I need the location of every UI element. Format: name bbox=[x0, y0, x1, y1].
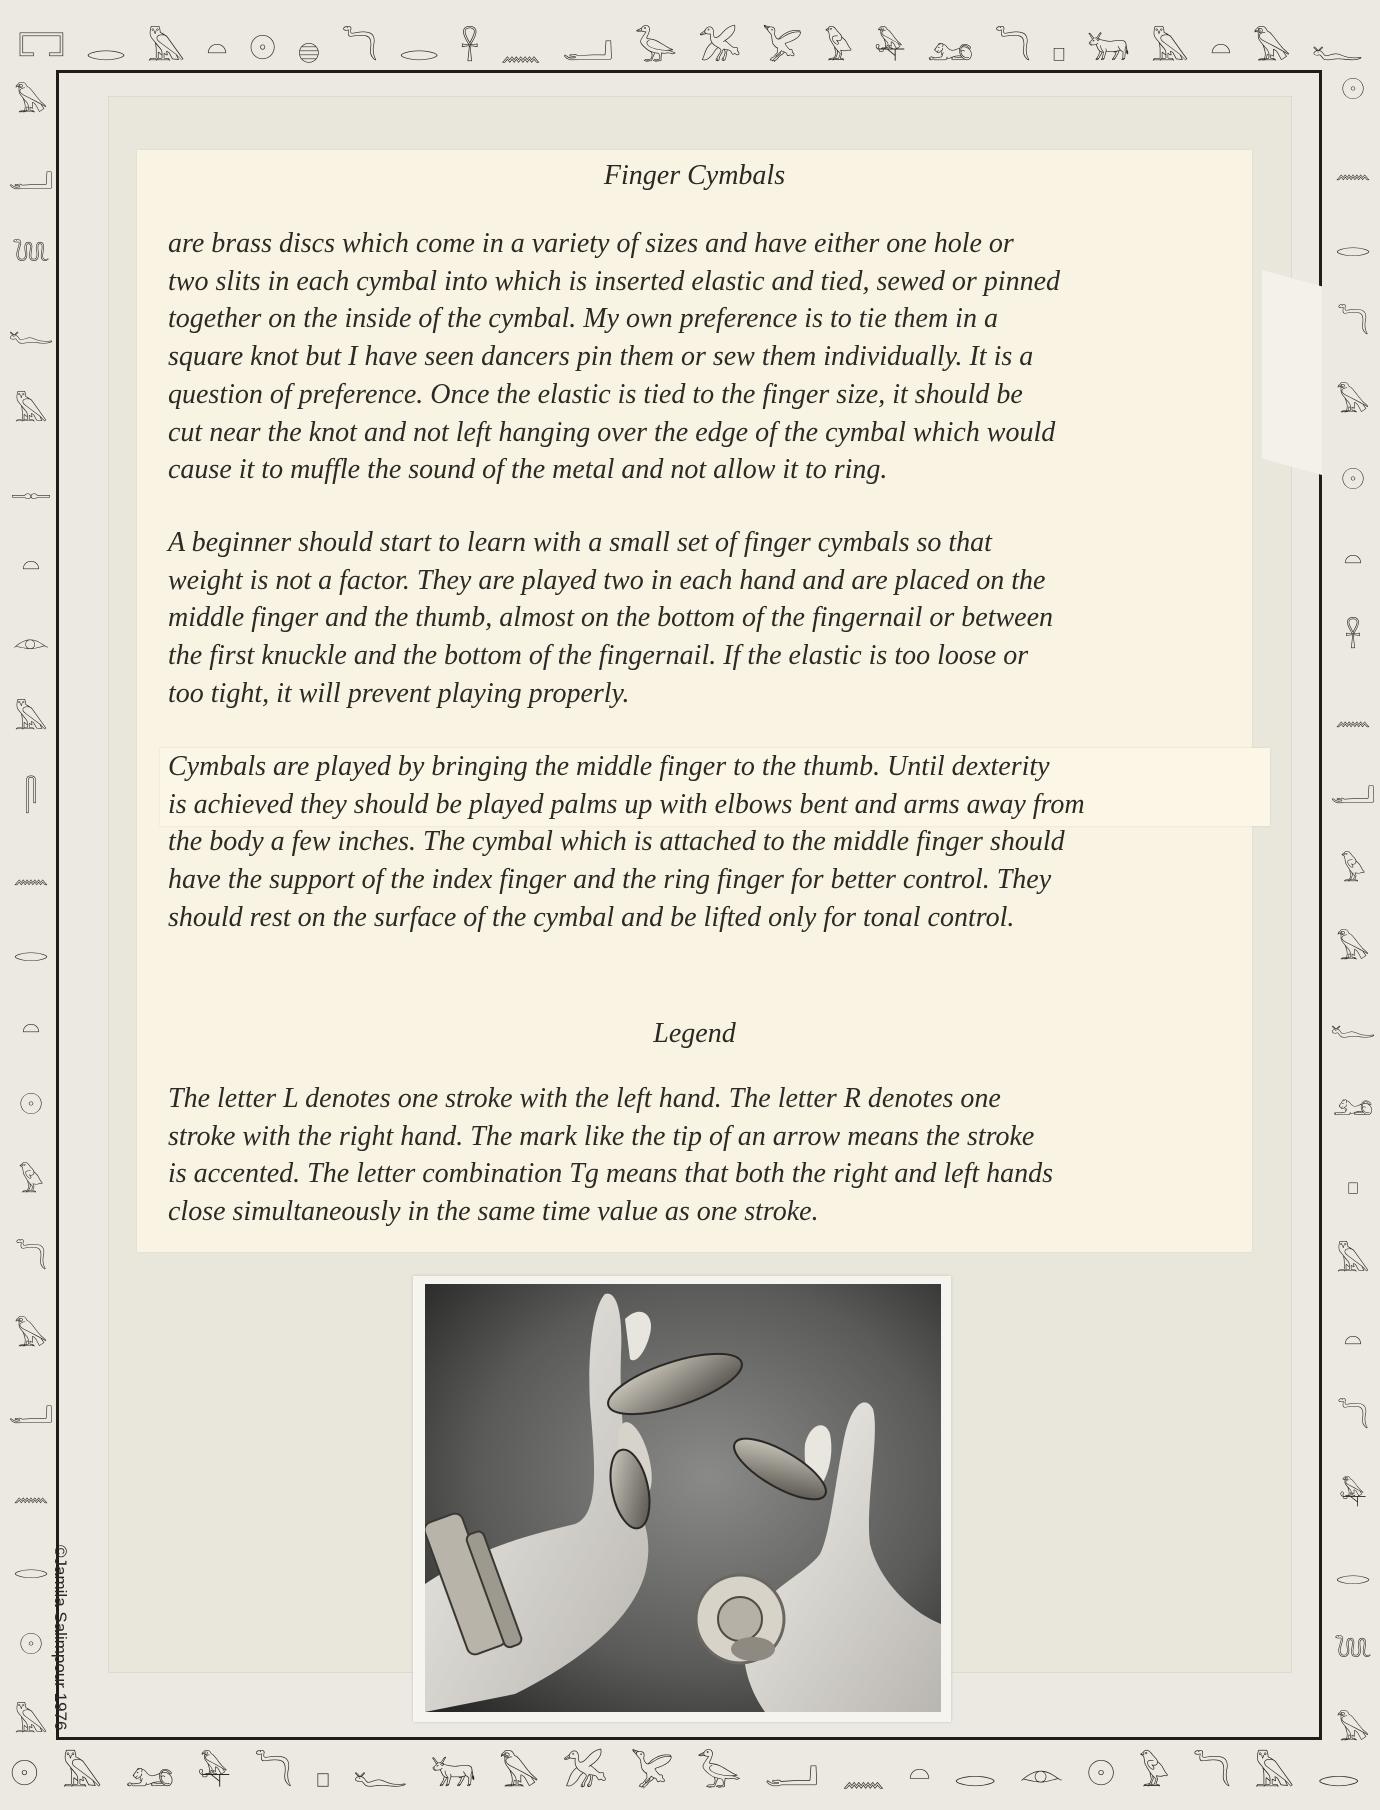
hieroglyph-border-icon: 𓇳 bbox=[1340, 463, 1366, 499]
hieroglyph-border-icon: 𓆓 bbox=[254, 1754, 293, 1795]
hieroglyph-border-icon: 𓈖 bbox=[841, 1754, 885, 1795]
hieroglyph-border-left bbox=[8, 72, 54, 1742]
hieroglyph-border-icon: 𓆓 bbox=[994, 29, 1031, 69]
hieroglyph-border-icon: 𓏏 bbox=[1343, 541, 1363, 577]
hieroglyph-border-icon: 𓅱 bbox=[823, 29, 853, 69]
hieroglyph-border-icon: 𓈖 bbox=[13, 856, 49, 892]
hieroglyph-border-icon: 𓈖 bbox=[13, 1473, 49, 1509]
hieroglyph-border-icon: 𓅮 bbox=[698, 29, 741, 69]
paper-tab bbox=[1262, 270, 1322, 475]
hieroglyph-border-icon: 𓃒 bbox=[1086, 29, 1130, 69]
hieroglyph-border-icon: 𓃭 bbox=[1332, 1088, 1374, 1124]
hieroglyph-border-icon: 𓇳 bbox=[18, 1627, 44, 1663]
hieroglyph-border-icon: 𓂝 bbox=[562, 29, 614, 69]
legend-title: Legend bbox=[653, 1018, 736, 1049]
hieroglyph-border-icon: 𓂋 bbox=[1335, 1556, 1371, 1592]
hieroglyph-border-icon: 𓅃 bbox=[14, 85, 48, 120]
hands-with-finger-cymbals-photo bbox=[425, 1284, 941, 1712]
paragraph-intro: are brass discs which come in a variety of sizes and have either one hole or two slits in each cymbal into which is inserted elastic and tied, sewed or pinned together on the inside of the cymbal. My own preference is to tie them in a square knot but I have seen dancers pin them or sew them individually. It is a question of preference. Once the elastic is tied to the finger size, it should be cut near the knot and not left hanging over the edge of the cymbal which would cause it to muffle the sound of the metal and not allow it to ring. bbox=[168, 228, 1061, 486]
hieroglyph-border-icon: 𓅓 bbox=[14, 1704, 48, 1740]
hieroglyph-border-icon: 𓆙 bbox=[1333, 1634, 1373, 1670]
hieroglyph-border-icon: 𓆓 bbox=[14, 1242, 48, 1278]
hieroglyph-border-icon: 𓇳 bbox=[1086, 1754, 1116, 1795]
hieroglyph-border-icon: 𓅃 bbox=[1252, 29, 1291, 69]
hieroglyph-border-icon: 𓅃 bbox=[1336, 1712, 1370, 1748]
hieroglyph-border-icon: 𓂝 bbox=[8, 162, 54, 198]
hieroglyph-border-icon: 𓅓 bbox=[1151, 29, 1189, 69]
hieroglyph-border-icon: 𓅓 bbox=[61, 1754, 103, 1795]
hieroglyph-border-icon: 𓏏 bbox=[21, 1010, 41, 1046]
hieroglyph-border-icon: 𓆙 bbox=[11, 239, 51, 275]
hieroglyph-border-icon: 𓆓 bbox=[1336, 307, 1370, 343]
cymbal-center-boss bbox=[718, 1597, 762, 1641]
hieroglyph-border-icon: 𓏏 bbox=[1343, 1322, 1363, 1358]
hieroglyph-border-icon: 𓁹 bbox=[1019, 1754, 1064, 1795]
hieroglyph-border-icon: 𓃭 bbox=[125, 1754, 175, 1795]
hieroglyph-border-icon: 𓉐 bbox=[18, 29, 65, 69]
hieroglyph-border-icon: 𓊃 bbox=[10, 470, 52, 506]
hieroglyph-border-icon: 𓅃 bbox=[1336, 385, 1370, 421]
photo-illustration bbox=[425, 1284, 941, 1712]
hieroglyph-border-icon: 𓂋 bbox=[13, 1550, 49, 1586]
photo-card bbox=[413, 1276, 951, 1722]
hieroglyph-border-icon: 𓋹 bbox=[460, 29, 480, 69]
hieroglyph-border-icon: 𓇳 bbox=[18, 1087, 44, 1123]
hieroglyph-border-icon: 𓆓 bbox=[341, 29, 378, 69]
hieroglyph-border-icon: 𓅮 bbox=[562, 1754, 608, 1795]
hieroglyph-border-icon: 𓂝 bbox=[8, 1396, 54, 1432]
paragraph-beginner: A beginner should start to learn with a small set of finger cymbals so that weight is not a factor. They are played two in each hand and are placed on the middle finger and the thumb, almost on the bottom of the fingernail or between the first knuckle and the bottom of the fingernail. If the elastic is too loose or too tight, it will prevent playing properly. bbox=[168, 527, 1054, 709]
hieroglyph-border-icon: 𓅃 bbox=[14, 1319, 48, 1355]
hieroglyph-border-icon: 𓆑 bbox=[1311, 29, 1363, 69]
hieroglyph-border-icon: 𓅓 bbox=[1254, 1754, 1295, 1795]
hieroglyph-border-icon: 𓅱 bbox=[18, 1164, 44, 1200]
hieroglyph-border-icon: 𓂋 bbox=[399, 29, 440, 69]
hieroglyph-border-icon: 𓂝 bbox=[764, 1754, 819, 1795]
hieroglyph-border-icon: 𓅆 bbox=[874, 29, 906, 69]
hieroglyph-border-icon: 𓆑 bbox=[8, 316, 54, 352]
hieroglyph-border-icon: 𓆑 bbox=[353, 1754, 408, 1795]
copyright-credit: ©Jamila Salimpour 1976 bbox=[51, 1545, 70, 1731]
hieroglyph-border-icon: 𓊪 bbox=[1346, 1166, 1360, 1202]
hieroglyph-border-icon: 𓅯 bbox=[762, 29, 803, 69]
hieroglyph-border-icon: 𓊪 bbox=[315, 1754, 331, 1795]
hieroglyph-border-icon: 𓅃 bbox=[499, 1754, 540, 1795]
paragraph-playing: Cymbals are played by bringing the middle finger to the thumb. Until dexterity is achieved they should be played palms up with elbows bent and arms away from the body a few inches. The cymbal which is attached to the middle finger should have the support of the index finger and the ring finger for better control. They should rest on the surface of the cymbal and be lifted only for tonal control. bbox=[168, 751, 1085, 933]
hieroglyph-border-icon: 𓅭 bbox=[696, 1754, 742, 1795]
hieroglyph-border-icon: 𓅓 bbox=[14, 702, 48, 738]
hieroglyph-border-icon: 𓇳 bbox=[248, 29, 277, 69]
hieroglyph-border-icon: 𓁹 bbox=[12, 624, 50, 660]
hieroglyph-border-icon: 𓂋 bbox=[1317, 1754, 1360, 1795]
hieroglyph-border-icon: 𓇳 bbox=[1340, 73, 1366, 108]
hieroglyph-border-top bbox=[18, 18, 1363, 70]
hieroglyph-border-icon: 𓆓 bbox=[1336, 1400, 1370, 1436]
hieroglyph-border-icon: 𓏏 bbox=[1210, 29, 1232, 69]
hieroglyph-border-icon: 𓇳 bbox=[10, 1754, 39, 1795]
hieroglyph-border-icon: 𓅃 bbox=[1336, 932, 1370, 968]
hieroglyph-border-icon: 𓅓 bbox=[147, 29, 186, 69]
hieroglyph-border-icon: 𓃒 bbox=[430, 1754, 476, 1795]
hieroglyph-border-icon: 𓅆 bbox=[197, 1754, 231, 1795]
hieroglyph-border-icon: 𓋹 bbox=[1344, 619, 1362, 655]
hieroglyph-border-icon: 𓂋 bbox=[953, 1754, 997, 1795]
hieroglyph-border-icon: 𓆑 bbox=[1330, 1010, 1376, 1046]
hieroglyph-border-icon: 𓏏 bbox=[908, 1754, 931, 1795]
hieroglyph-border-icon: 𓈖 bbox=[500, 29, 542, 69]
hieroglyph-border-icon: 𓈖 bbox=[1335, 151, 1371, 187]
right-thumb-elastic bbox=[731, 1637, 775, 1661]
hieroglyph-border-icon: 𓆓 bbox=[1192, 1754, 1232, 1795]
hieroglyph-border-icon: 𓅆 bbox=[1338, 1478, 1368, 1514]
hieroglyph-border-icon: 𓅓 bbox=[14, 393, 48, 429]
hieroglyph-border-icon: 𓂋 bbox=[85, 29, 127, 69]
hieroglyph-border-icon: 𓂝 bbox=[1330, 775, 1376, 811]
hieroglyph-border-icon: 𓃭 bbox=[927, 29, 974, 69]
hieroglyph-border-icon: 𓐍 bbox=[297, 29, 321, 69]
hieroglyph-border-icon: 𓊪 bbox=[1052, 29, 1066, 69]
hieroglyph-border-icon: 𓂋 bbox=[1335, 229, 1371, 265]
hieroglyph-border-icon: 𓅓 bbox=[1336, 1244, 1370, 1280]
hieroglyph-border-icon: 𓅭 bbox=[634, 29, 678, 69]
hieroglyph-border-icon: 𓅯 bbox=[630, 1754, 674, 1795]
page-title: Finger Cymbals bbox=[603, 160, 786, 191]
hieroglyph-border-icon: 𓏏 bbox=[206, 29, 228, 69]
hieroglyph-border-bottom bbox=[10, 1738, 1360, 1798]
hieroglyph-border-right bbox=[1330, 60, 1376, 1750]
hieroglyph-border-icon: 𓂋 bbox=[13, 933, 49, 969]
hieroglyph-border-icon: 𓏏 bbox=[21, 547, 41, 583]
legend-paragraph: The letter L denotes one stroke with the left hand. The letter R denotes one stroke with the right hand. The mark like the tip of an arrow means the stroke is accented. The letter combination Tg means that both the right and left hands close simultaneously in the same time value as one stroke. bbox=[168, 1083, 1054, 1228]
hieroglyph-border-icon: 𓅱 bbox=[1340, 853, 1366, 889]
hieroglyph-border-icon: 𓋴 bbox=[24, 779, 38, 815]
hieroglyph-border-icon: 𓅱 bbox=[1138, 1754, 1170, 1795]
hieroglyph-border-icon: 𓈖 bbox=[1335, 697, 1371, 733]
